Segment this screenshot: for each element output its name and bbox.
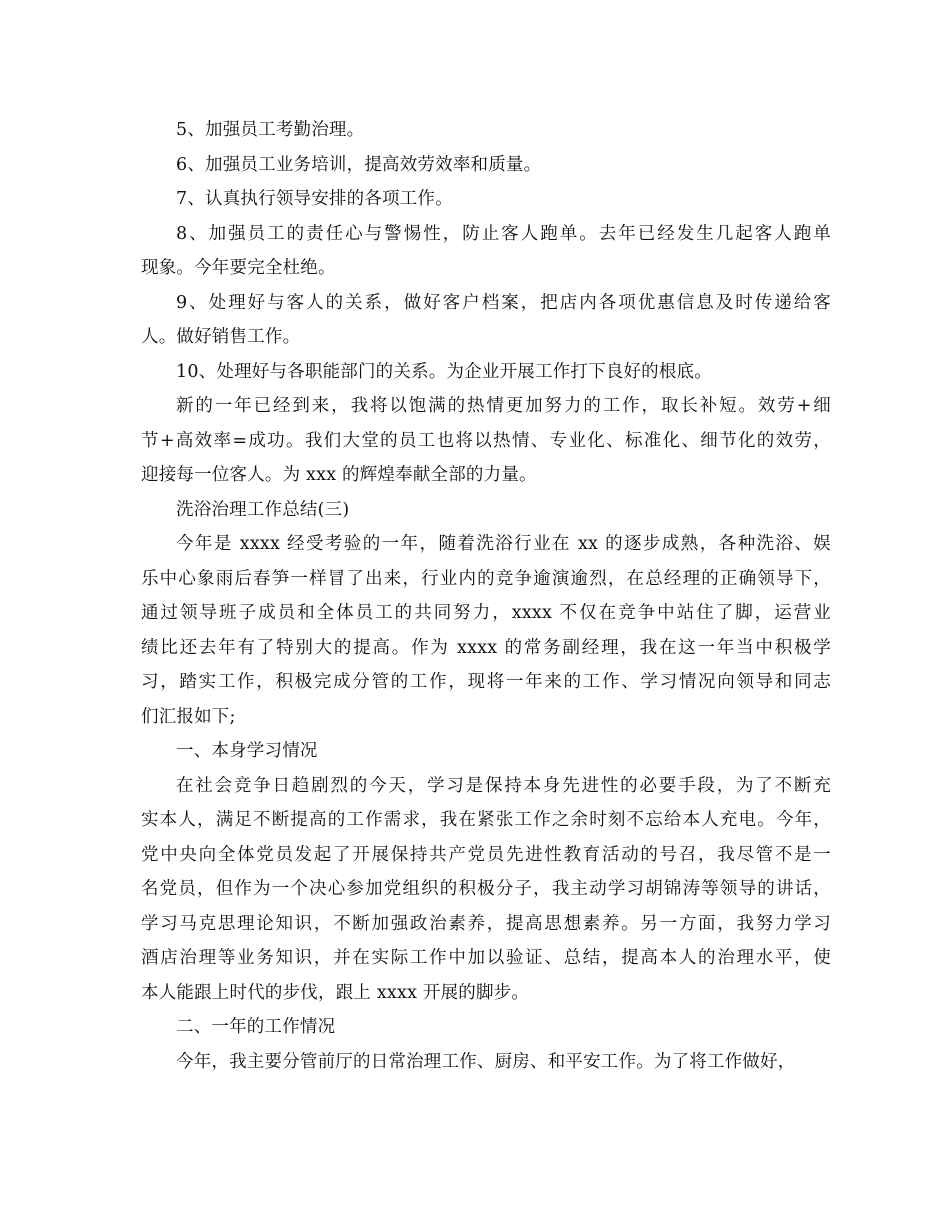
paragraph-p2 xyxy=(141,148,831,183)
text-line: 在社会竞争日趋剧烈的今天，学习是保持本身先进性的必要手段，为了不断充 xyxy=(176,775,831,796)
text-line: 习，踏实工作，积极完成分管的工作，现将一年来的工作、学习情况向领导和同志 xyxy=(141,672,831,692)
paragraph-p8 xyxy=(141,493,831,528)
text-line: 人。做好销售工作。 xyxy=(141,327,301,347)
paragraph-p7 xyxy=(141,389,831,493)
text-line: 7、认真执行领导安排的各项工作。 xyxy=(176,189,453,209)
paragraph-p10 xyxy=(141,734,831,769)
text-line: 二、一年的工作情况 xyxy=(176,1017,336,1037)
text-line: 通过领导班子成员和全体员工的共同努力，xxxx 不仅在竞争中站住了脚，运营业 xyxy=(141,603,831,623)
text-line: 现象。今年要完全杜绝。 xyxy=(141,258,336,278)
text-line: 名党员，但作为一个决心参加党组织的积极分子，我主动学习胡锦涛等领导的讲话， xyxy=(141,879,831,899)
text-line: 酒店治理等业务知识，并在实际工作中加以验证、总结，提高本人的治理水平，使 xyxy=(141,948,831,968)
paragraph-p12 xyxy=(141,1010,831,1045)
paragraph-p1 xyxy=(141,113,831,148)
text-line: 绩比还去年有了特别大的提高。作为 xxxx 的常务副经理，我在这一年当中积极学 xyxy=(141,637,831,658)
paragraph-p6 xyxy=(141,355,831,390)
text-line: 党中央向全体党员发起了开展保持共产党员先进性教育活动的号召，我尽管不是一 xyxy=(141,844,831,865)
text-line: 迎接每一位客人。为 xxx 的辉煌奉献全部的力量。 xyxy=(141,465,537,485)
paragraph-p4 xyxy=(141,217,831,286)
text-line: 今年是 xxxx 经受考验的一年，随着洗浴行业在 xx 的逐步成熟，各种洗浴、娱 xyxy=(176,534,831,554)
text-line: 实本人，满足不断提高的工作需求，我在紧张工作之余时刻不忘给本人充电。今年， xyxy=(141,810,831,830)
text-line: 学习马克思理论知识，不断加强政治素养，提高思想素养。另一方面，我努力学习 xyxy=(141,913,831,934)
text-line: 8、加强员工的责任心与警惕性，防止客人跑单。去年已经发生几起客人跑单 xyxy=(176,223,831,244)
text-line: 洗浴治理工作总结(三) xyxy=(176,499,350,520)
paragraph-p13 xyxy=(141,1045,831,1080)
document-page xyxy=(141,113,831,1079)
text-line: 乐中心象雨后春笋一样冒了出来，行业内的竞争逾演逾烈，在总经理的正确领导下， xyxy=(141,568,831,589)
text-line: 9、处理好与客人的关系，做好客户档案，把店内各项优惠信息及时传递给客 xyxy=(176,292,831,313)
text-line: 们汇报如下; xyxy=(141,706,236,727)
text-line: 6、加强员工业务培训，提高效劳效率和质量。 xyxy=(176,154,542,175)
paragraph-p11 xyxy=(141,769,831,1011)
text-line: 新的一年已经到来，我将以饱满的热情更加努力的工作，取长补短。效劳+细 xyxy=(176,396,831,416)
text-line: 今年，我主要分管前厅的日常治理工作、厨房、和平安工作。为了将工作做好， xyxy=(176,1051,796,1072)
paragraph-p9 xyxy=(141,527,831,734)
paragraph-p5 xyxy=(141,286,831,355)
paragraph-p3 xyxy=(141,182,831,217)
text-line: 本人能跟上时代的步伐，跟上 xxxx 开展的脚步。 xyxy=(141,982,530,1003)
text-line: 5、加强员工考勤治理。 xyxy=(176,120,365,140)
text-line: 10、处理好与各职能部门的关系。为企业开展工作打下良好的根底。 xyxy=(176,361,712,382)
text-line: 一、本身学习情况 xyxy=(176,741,318,761)
text-line: 节+高效率=成功。我们大堂的员工也将以热情、专业化、标准化、细节化的效劳， xyxy=(141,430,831,451)
